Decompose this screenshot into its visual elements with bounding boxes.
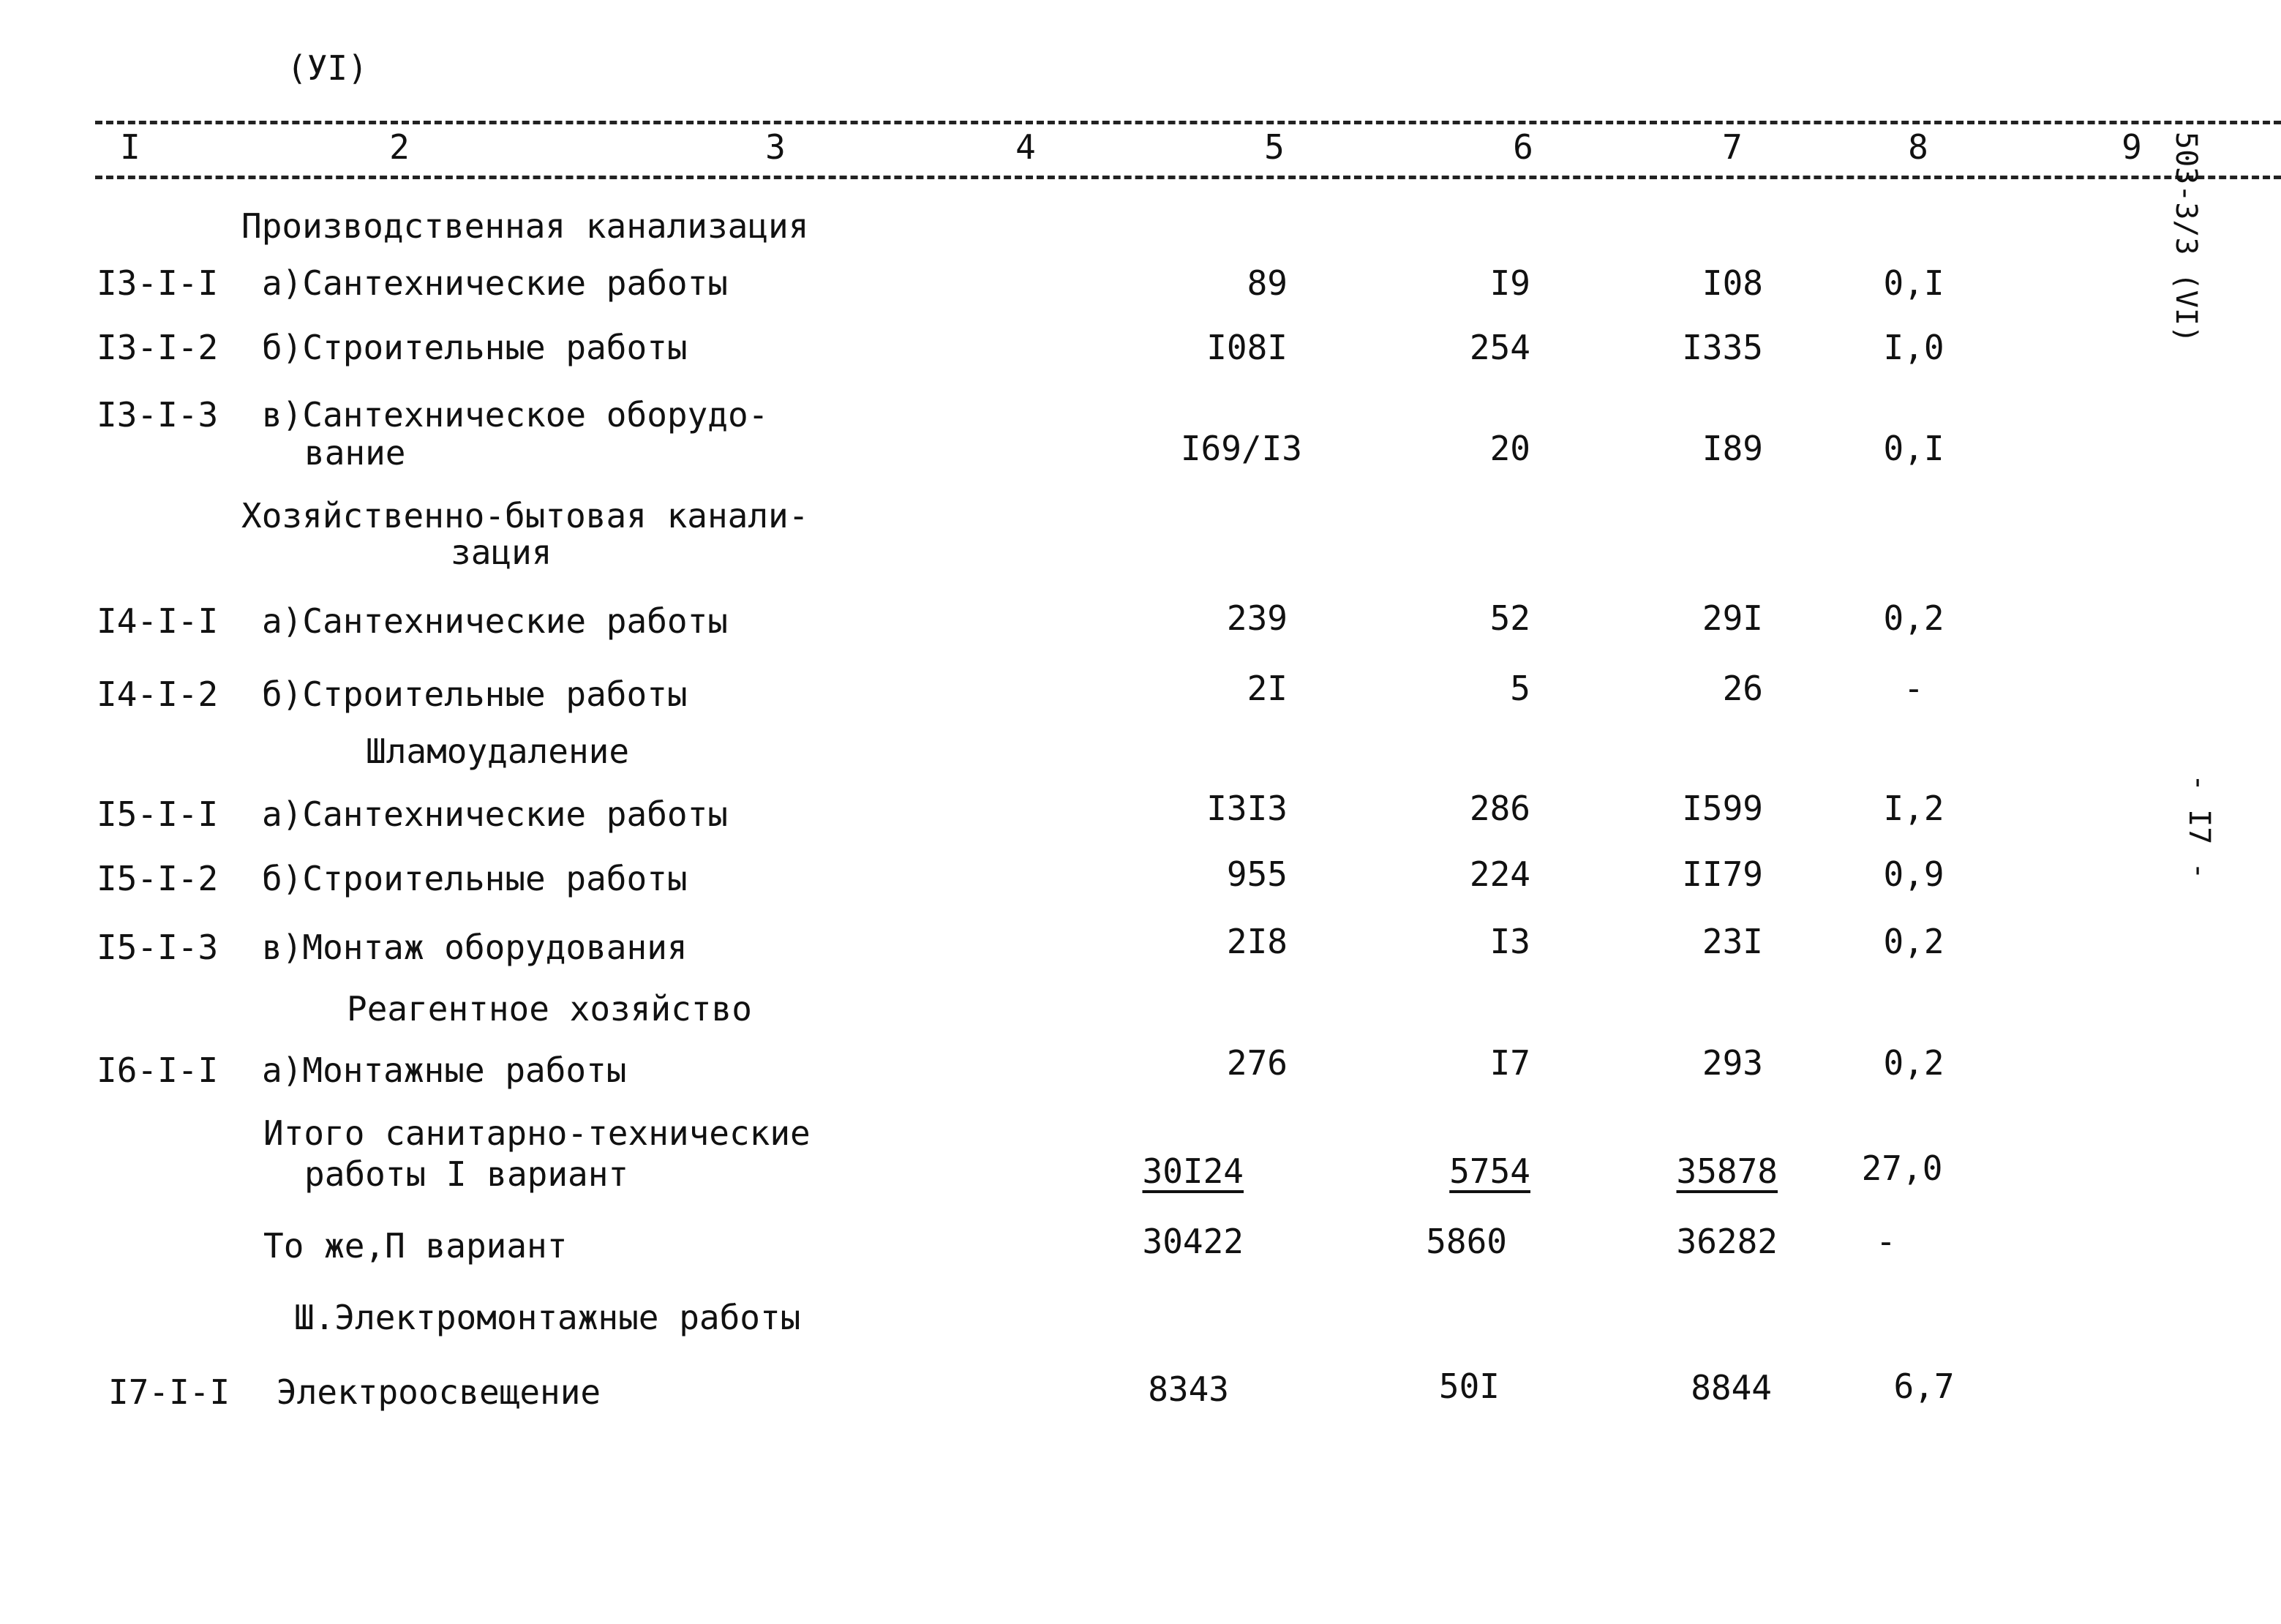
- row-col5: 276: [1226, 1043, 1288, 1083]
- header-mark: (УI): [287, 48, 368, 88]
- page-number-label: - I7 -: [2182, 774, 2216, 880]
- col-number-9: 9: [2122, 127, 2142, 167]
- row-name: Электроосвещение: [277, 1372, 601, 1412]
- section-heading-continued: зация: [451, 533, 552, 572]
- row-code: I3-I-2: [97, 328, 219, 367]
- col-number-1: I: [120, 127, 140, 167]
- row-col7: I89: [1702, 429, 1763, 468]
- row-col6: 5: [1510, 669, 1530, 708]
- totals-col5: 30422: [1142, 1222, 1244, 1261]
- row-name: а)Сантехнические работы: [262, 263, 728, 303]
- row-name: б)Строительные работы: [262, 328, 688, 367]
- row-col5: I08I: [1206, 328, 1288, 367]
- row-name: в)Монтаж оборудования: [262, 928, 688, 967]
- col-number-6: 6: [1513, 127, 1533, 167]
- row-col5: 955: [1226, 854, 1288, 894]
- row-col6: I3: [1489, 922, 1530, 961]
- row-name: а)Сантехнические работы: [262, 601, 728, 641]
- totals-col8: 27,0: [1861, 1149, 1943, 1188]
- row-col8: 0,9: [1883, 854, 1944, 894]
- row-col7: I08: [1702, 263, 1763, 303]
- row-col7: 293: [1702, 1043, 1763, 1083]
- totals-col6: 5754: [1449, 1151, 1530, 1191]
- row-col8: I,2: [1883, 789, 1944, 828]
- section-heading: Реагентное хозяйство: [347, 989, 752, 1029]
- row-col5: 8343: [1148, 1369, 1229, 1409]
- row-code: I3-I-I: [97, 263, 219, 303]
- col-number-2: 2: [389, 127, 410, 167]
- section-heading: Хозяйственно-бытовая канали-: [241, 496, 809, 535]
- row-code: I6-I-I: [97, 1050, 219, 1090]
- col-number-3: 3: [765, 127, 786, 167]
- row-col6: 286: [1469, 789, 1530, 828]
- row-col6: 20: [1489, 429, 1530, 468]
- row-code: I4-I-I: [97, 601, 219, 641]
- row-code: I3-I-3: [97, 395, 219, 435]
- row-col5: 2I: [1247, 669, 1288, 708]
- row-col6: I7: [1489, 1043, 1530, 1083]
- totals-label: Итого санитарно-технические: [263, 1113, 811, 1153]
- row-name: б)Строительные работы: [262, 674, 688, 714]
- col-number-7: 7: [1722, 127, 1743, 167]
- row-col8: 0,I: [1883, 263, 1944, 303]
- totals-label: То же,П вариант: [263, 1226, 568, 1266]
- row-col7: 29I: [1702, 598, 1763, 638]
- row-col8: 0,2: [1883, 922, 1944, 961]
- row-code: I5-I-2: [97, 859, 219, 898]
- header-bottom-rule: [95, 176, 2281, 179]
- row-col8: 0,2: [1883, 1043, 1944, 1083]
- row-col6: I9: [1489, 263, 1530, 303]
- section-heading: Производственная канализация: [241, 206, 809, 246]
- row-col7: I599: [1682, 789, 1763, 828]
- row-col8: 0,2: [1883, 598, 1944, 638]
- row-col8: -: [1904, 669, 1924, 708]
- row-name: а)Монтажные работы: [262, 1050, 627, 1090]
- row-code: I7-I-I: [108, 1372, 230, 1412]
- row-col6: 254: [1469, 328, 1530, 367]
- totals-col8: -: [1876, 1222, 1896, 1261]
- row-col7: I335: [1682, 328, 1763, 367]
- row-col7: II79: [1682, 854, 1763, 894]
- row-col7: 26: [1722, 669, 1763, 708]
- row-name: б)Строительные работы: [262, 859, 688, 898]
- document-code-label: 503-3/3 (VI): [2169, 132, 2203, 343]
- col-number-5: 5: [1264, 127, 1285, 167]
- col-number-4: 4: [1015, 127, 1036, 167]
- row-code: I5-I-I: [97, 794, 219, 834]
- totals-col7: 35878: [1676, 1151, 1778, 1191]
- row-col5: 89: [1247, 263, 1288, 303]
- row-col8: 0,I: [1883, 429, 1944, 468]
- row-code: I4-I-2: [97, 674, 219, 714]
- row-col6: 52: [1489, 598, 1530, 638]
- col-number-8: 8: [1908, 127, 1928, 167]
- row-col8: 6,7: [1893, 1367, 1955, 1406]
- row-col5: I69/I3: [1180, 429, 1302, 468]
- row-col7: 8844: [1691, 1368, 1772, 1407]
- row-col6: 224: [1469, 854, 1530, 894]
- row-name: а)Сантехнические работы: [262, 794, 728, 834]
- section-heading: Шламоудаление: [366, 732, 630, 771]
- totals-col6: 5860: [1426, 1222, 1507, 1261]
- row-col6: 50I: [1438, 1367, 1500, 1406]
- row-col5: I3I3: [1206, 789, 1288, 828]
- row-code: I5-I-3: [97, 928, 219, 967]
- section-heading: Ш.Электромонтажные работы: [294, 1298, 801, 1337]
- row-col5: 239: [1226, 598, 1288, 638]
- totals-label-continued: работы I вариант: [304, 1154, 629, 1194]
- totals-col7: 36282: [1676, 1222, 1778, 1261]
- row-col7: 23I: [1702, 922, 1763, 961]
- totals-col5: 30I24: [1142, 1151, 1244, 1191]
- row-name-continued: вание: [304, 433, 406, 473]
- row-col8: I,0: [1883, 328, 1944, 367]
- header-top-rule: [95, 121, 2281, 124]
- row-col5: 2I8: [1226, 922, 1288, 961]
- row-name: в)Сантехническое оборудо-: [262, 395, 769, 435]
